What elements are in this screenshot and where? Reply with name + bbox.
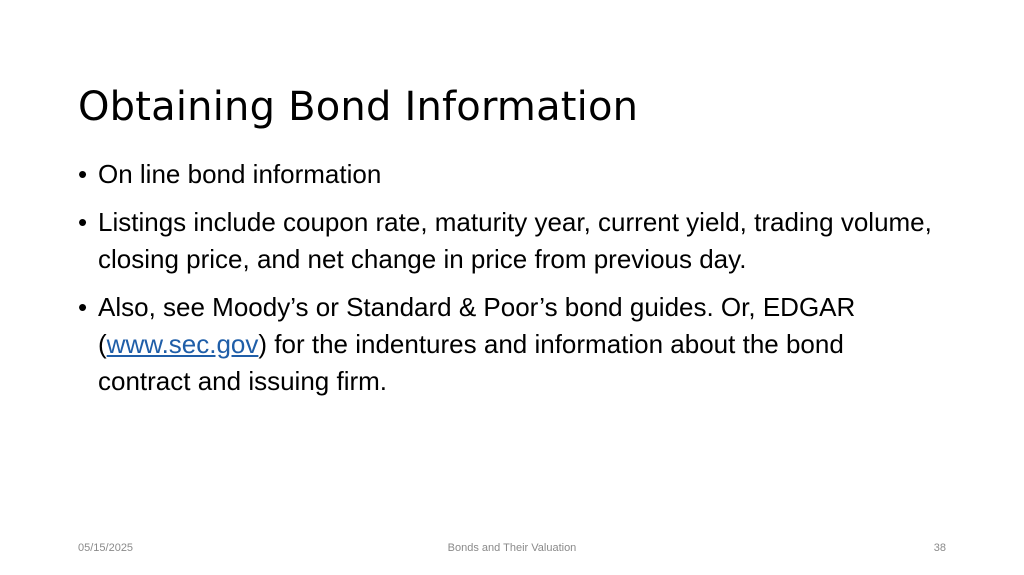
bullet-item <box>78 156 938 193</box>
footer-page-number: 38 <box>933 542 946 554</box>
bullet-list <box>78 156 938 411</box>
bullet-icon: • <box>78 207 88 237</box>
sec-gov-link[interactable]: www.sec.gov <box>106 329 259 359</box>
footer-title: Bonds and Their Valuation <box>447 542 577 554</box>
bullet-item <box>78 289 938 400</box>
bullet-item <box>78 204 938 278</box>
bullet-text: On line bond information <box>98 159 382 189</box>
bullet-icon: • <box>78 159 88 189</box>
footer-date: 05/15/2025 <box>78 542 134 554</box>
slide-title: Obtaining Bond Information <box>78 84 639 130</box>
bullet-icon: • <box>78 292 88 322</box>
bullet-text: Listings include coupon rate, maturity year, current yield, trading volume, closing price, and net change in price from previous day. <box>98 207 932 274</box>
bullet-text-before-link: Also, see Moody’s or Standard & Poor’s bond guides. Or, EDGAR ( <box>98 292 856 359</box>
bullet-text-after-link: ) for the indentures and information about the bond contract and issuing firm. <box>98 329 844 396</box>
